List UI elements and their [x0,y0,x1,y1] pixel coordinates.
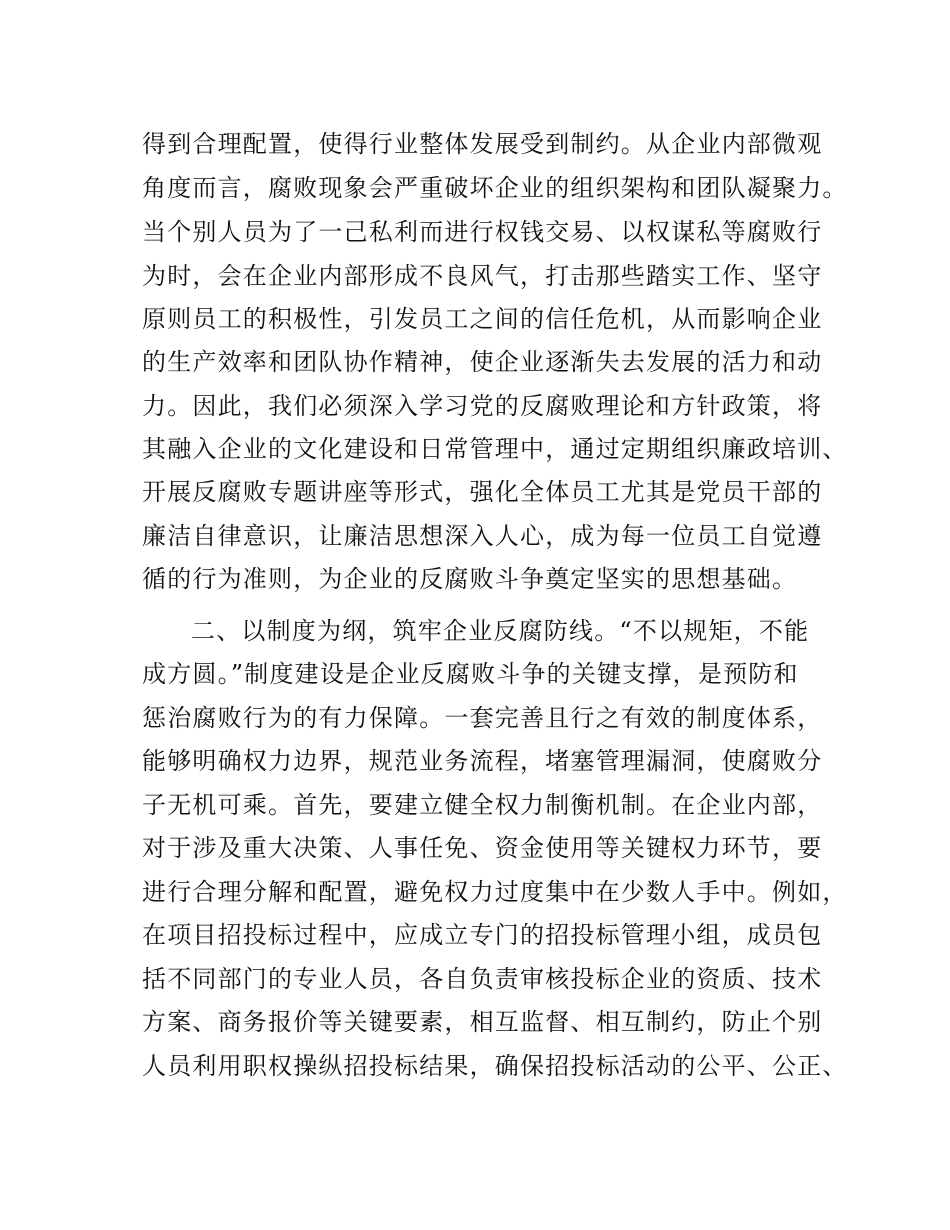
text-line: 原则员工的积极性，引发员工之间的信任危机，从而影响企业 [142,305,823,333]
text-line: 在项目招投标过程中，应成立专门的招投标管理小组，成员包 [142,921,823,949]
text-line: 对于涉及重大决策、人事任免、资金使用等关键权力环节，要 [142,834,823,862]
text-line: 开展反腐败专题讲座等形式，强化全体员工尤其是党员干部的 [142,478,823,506]
text-line: 力。因此，我们必须深入学习党的反腐败理论和方针政策，将 [142,392,823,420]
text-line: 进行合理分解和配置，避免权力过度集中在少数人手中。例如， [142,878,848,906]
text-line: 人员利用职权操纵招投标结果，确保招投标活动的公平、公正、 [142,1052,848,1080]
text-line: 的生产效率和团队协作精神，使企业逐渐失去发展的活力和动 [142,348,823,376]
text-line: 得到合理配置，使得行业整体发展受到制约。从企业内部微观 [142,130,823,158]
text-line: 循的行为准则，为企业的反腐败斗争奠定坚实的思想基础。 [142,565,798,593]
text-line: 括不同部门的专业人员，各自负责审核投标企业的资质、技术 [142,965,823,993]
text-line: 当个别人员为了一己私利而进行权钱交易、以权谋私等腐败行 [142,218,823,246]
text-line: 惩治腐败行为的有力保障。一套完善且行之有效的制度体系， [142,704,823,732]
text-line: 成方圆。”制度建设是企业反腐败斗争的关键支撑，是预防和 [142,660,799,688]
text-line: 子无机可乘。首先，要建立健全权力制衡机制。在企业内部， [142,791,823,819]
text-line: 其融入企业的文化建设和日常管理中，通过定期组织廉政培训、 [142,435,848,463]
text-line: 能够明确权力边界，规范业务流程，堵塞管理漏洞，使腐败分 [142,747,823,775]
paragraph-first-line: 二、以制度为纲，筑牢企业反腐防线。“不以规矩，不能 [191,617,810,645]
text-line: 廉洁自律意识，让廉洁思想深入人心，成为每一位员工自觉遵 [142,522,823,550]
text-line: 为时，会在企业内部形成不良风气，打击那些踏实工作、坚守 [142,262,823,290]
text-line: 角度而言，腐败现象会严重破坏企业的组织架构和团队凝聚力。 [142,174,848,202]
text-line: 方案、商务报价等关键要素，相互监督、相互制约，防止个别 [142,1008,823,1036]
